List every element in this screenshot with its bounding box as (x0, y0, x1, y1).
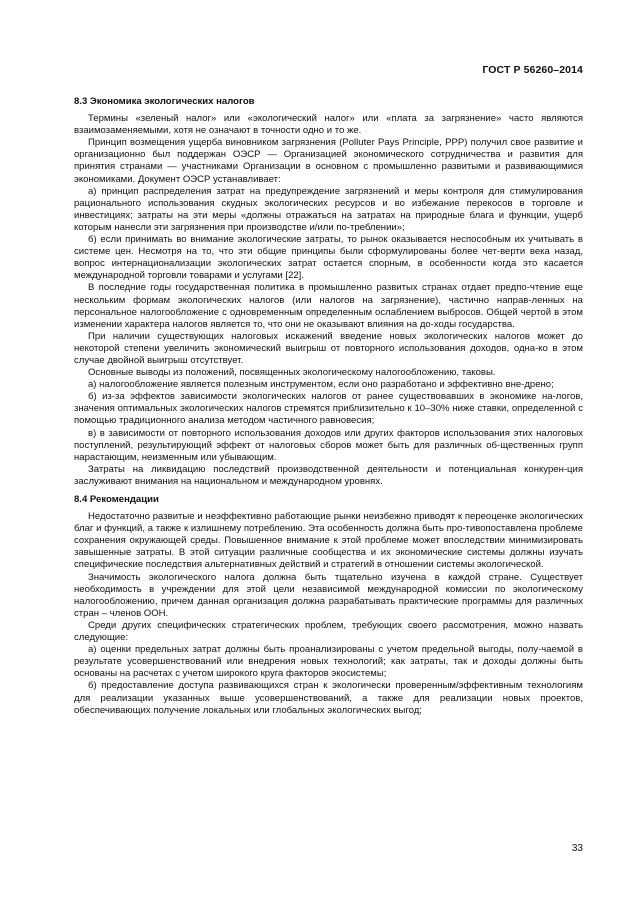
list-item-a: а) принцип распределения затрат на предупреждение загрязнений и меры контроля для стимулирования рационального использования скудных экологических ресурсов и во избежание перекосов в торговле и инвестициях; затраты на эти меры «должны отражаться на затратах на природные блага и функции, ущерб которым нанесли эти загрязнения при производстве и/или по-треблении»; (74, 185, 583, 233)
paragraph: При наличии существующих налоговых искажений введение новых экологических налогов может до некоторой степени увеличить экономический выигрыш от повторного использования доходов, одна-ко в этом случае двойной выигрыш отсутствует. (74, 330, 583, 366)
section-8-4-title: 8.4 Рекомендации (74, 494, 159, 505)
page-number: 33 (571, 843, 583, 854)
list-item-v: в) в зависимости от повторного использования доходов или других факторов использования этих налоговых поступлений, результирующий эффект от налоговых сборов может быть для различных об-щественных групп нарастающим, неизменным или убывающим. (74, 427, 583, 463)
paragraph: Принцип возмещения ущерба виновником загрязнения (Polluter Pays Principle, PPP) получил свое развитие и организационно был поддержан ОЭСР — Организацией экономического сотрудничества и развития для принятия странами — участниками Организации в основном с промышленно развитыми и развивающимися экономиками. Документ ОЭСР устанавливает: (74, 137, 583, 185)
list-item-b: б) предоставление доступа развивающихся стран к экологически проверенным/эффективным технологиям для реализации указанных выше усовершенствований, а также для реализации новых проектов, обеспечивающих получение локальных или глобальных экологических выгод; (74, 680, 583, 716)
paragraph: В последние годы государственная политика в промышленно развитых странах отдает предпо-чтение еще нескольким формам экологических налогов (или налогов на загрязнение), частично направ-ленных на персональное налогообложение с одновременным определенным ослаблением выбросов. Общей чертой в этом изменении характера налогов является то, что они не оказывают влияния на до-ходы государства. (74, 282, 583, 330)
document-id-header: ГОСТ Р 56260–2014 (482, 64, 583, 76)
document-body (74, 96, 583, 717)
paragraph: Недостаточно развитые и неэффективно работающие рынки неизбежно приводят к переоценке экологических благ и функций, а также к излишнему потреблению. Эта особенность должна быть про-тивопоставлена проблеме сохранения окружающей среды. Повышенное внимание к этой проблеме может впоследствии минимизировать завышенные затраты. В этой ситуации различные сообщества и их экономические системы должны изучать специфические последствия альтернативных действий и стратегий в отношении системы экологической. (74, 511, 583, 571)
list-item-b: б) из-за эффектов зависимости экологических налогов от ранее существовавших в экономике на-логов, значения оптимальных экологических налогов стремятся приблизительно к 10–30% ниже ставки, определенной с помощью традиционного анализа методом частичного равновесия; (74, 391, 583, 427)
section-8-3-title: 8.3 Экономика экологических налогов (74, 96, 255, 107)
paragraph: Затраты на ликвидацию последствий производственной деятельности и потенциальная конкурен-ция заслуживают внимания на национальном и международном уровнях. (74, 463, 583, 487)
list-item-a: а) налогообложение является полезным инструментом, если оно разработано и эффективно вне-дрено; (88, 379, 554, 391)
paragraph: Значимость экологического налога должна быть тщательно изучена в каждой стране. Существует необходимость в учреждении для этой цели независимой международной комиссии по экологическому налогообложению, причем данная организация должна разрабатывать практические программы для различных стран – членов ООН. (74, 571, 583, 619)
paragraph: Термины «зеленый налог» или «экологический налог» или «плата за загрязнение» часто являются взаимозаменяемыми, хотя не означают в точности одно и то же. (74, 113, 583, 137)
paragraph: Среди других специфических стратегических проблем, требующих своего рассмотрения, можно назвать следующие: (74, 619, 583, 644)
list-item-a: а) оценки предельных затрат должны быть проанализированы с учетом предельной выгоды, полу-чаемой в результате усовершенствований или внедрения новых технологий; как затраты, так и доходы должны быть основаны на расчетах с учетом широкого круга факторов экосистемы; (74, 644, 583, 680)
list-item-b: б) если принимать во внимание экологические затраты, то рынок оказывается неспособным их учитывать в системе цен. Несмотря на то, что эти общие принципы были сформулированы более чет-верти века назад, вопрос интернационализации экологических затрат остается спорным, в особенности когда это касается международной торговли товарами и услугами [22]. (74, 234, 583, 282)
paragraph: Основные выводы из положений, посвященных экологическому налогообложению, таковы. (88, 367, 496, 379)
